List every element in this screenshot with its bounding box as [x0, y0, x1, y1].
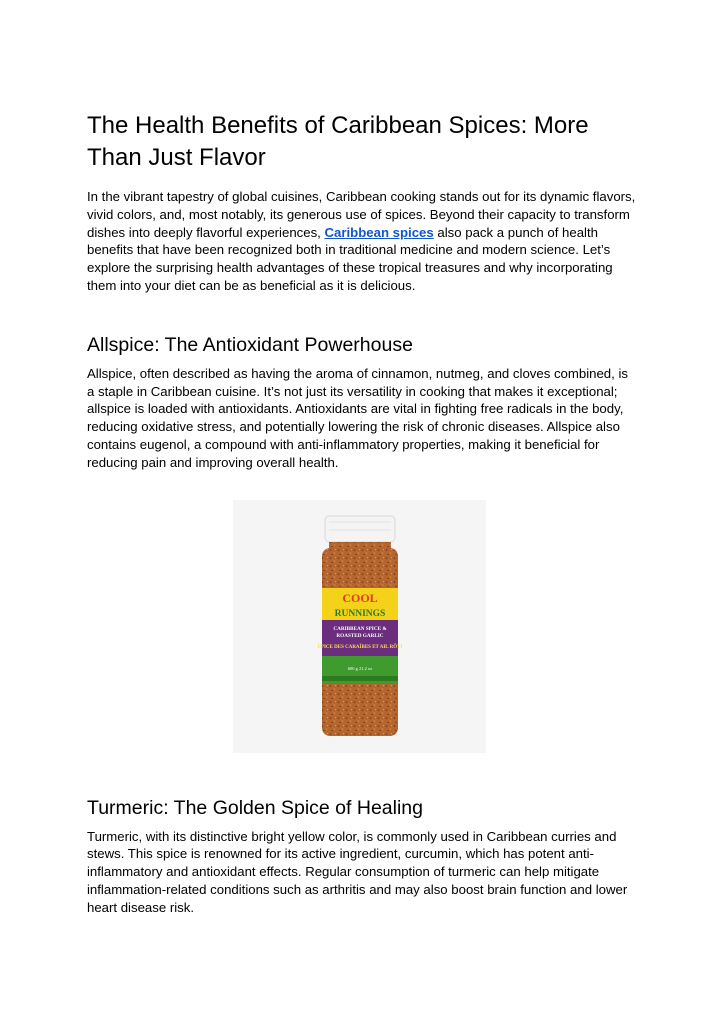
intro-text-start: In the vibrant tapestry of global cuisines, Caribbean cooking stands out for its dynamic flavors, vivid colors, and, most notably, its generous use of spices. Beyond their capacity to transform dishes into deeply flavorful experiences,: [87, 189, 636, 240]
document-page: [87, 110, 637, 917]
brand-line1: COOL: [342, 590, 378, 605]
intro-text-end: also pack a punch of health benefits that have been recognized both in traditional medicine and modern science. Let’s explore the surprising health advantages of these tropical treasures and why incorporating them into your diet can be as beneficial as it is delicious.: [87, 224, 613, 293]
caribbean-spices-link[interactable]: Caribbean spices: [324, 224, 434, 240]
section-body-turmeric: Turmeric, with its distinctive bright yellow color, is commonly used in Caribbean curries and stews. This spice is renowned for its active ingredient, curcumin, which has potent anti-inflammatory and antioxidant effects. Regular consumption of turmeric can help mitigate inflammation-related conditions such as arthritis and may also boost brain function and lower heart disease risk.: [87, 828, 628, 915]
brand-line2: RUNNINGS: [334, 608, 386, 619]
section-body-allspice: Allspice, often described as having the aroma of cinnamon, nutmeg, and cloves combined, is a staple in Caribbean cuisine. It’s not just its versatility in cooking that makes it exceptional; allspice is loaded with antioxidants. Antioxidants are vital in fighting free radicals in the body, reducing oxidative stress, and potentially lowering the risk of chronic diseases. Allspice also contains eugenol, a compound with anti-inflammatory properties, making it beneficial for reducing pain and improving overall health.: [87, 365, 628, 470]
net-weight: 600 g 21.2 oz: [347, 665, 373, 671]
label-line3: ÉPICE DES CARAÏBES ET AIL RÔTI: [317, 644, 403, 650]
label-line1: CARIBBEAN SPICE &: [333, 625, 387, 632]
article-title: The Health Benefits of Caribbean Spices: More Than Just Flavor: [87, 112, 589, 171]
spice-jar-illustration: [233, 500, 486, 753]
section-heading-allspice: Allspice: The Antioxidant Powerhouse: [87, 333, 413, 356]
intro-paragraph: [87, 188, 637, 295]
product-image: [233, 500, 486, 753]
section-heading-turmeric: Turmeric: The Golden Spice of Healing: [87, 796, 423, 819]
jar-cap: [325, 516, 395, 542]
label-line2: ROASTED GARLIC: [336, 632, 384, 639]
